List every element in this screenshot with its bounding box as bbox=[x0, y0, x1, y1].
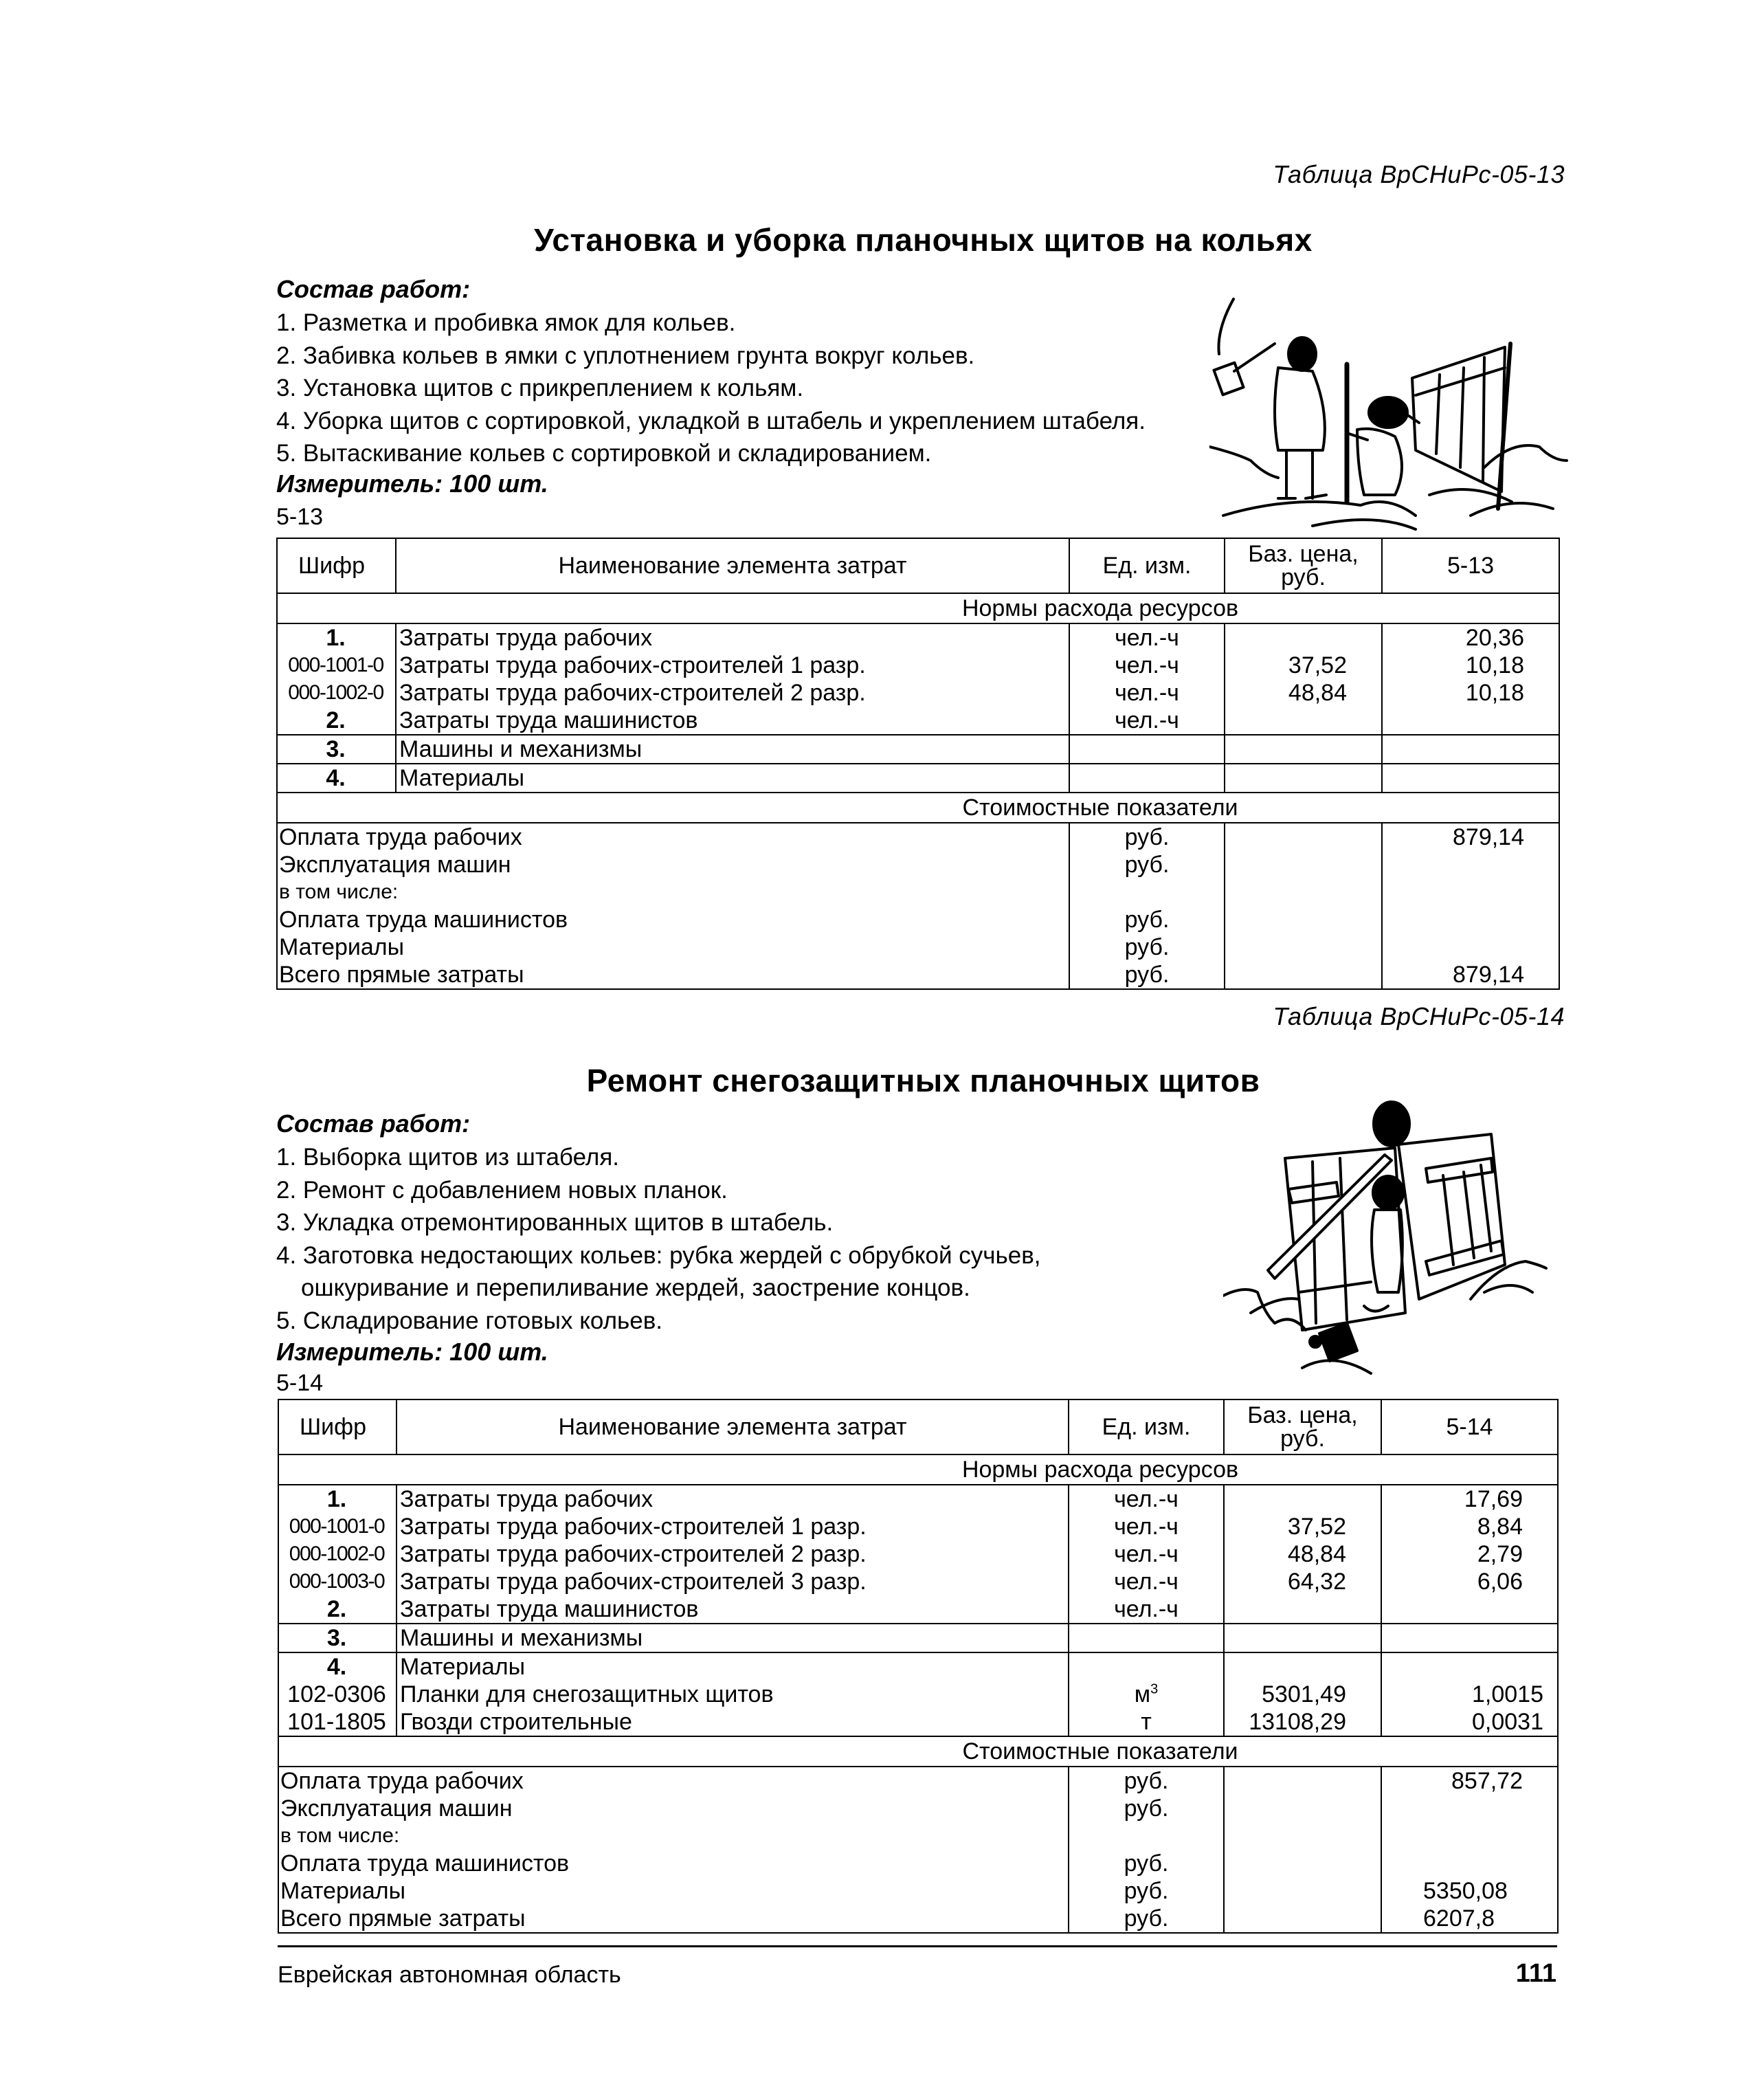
row-price: 5301,49 bbox=[1224, 1681, 1381, 1708]
row-unit: чел.-ч bbox=[1069, 1595, 1224, 1624]
work-item: 5. Складирование готовых кольев. bbox=[276, 1307, 663, 1334]
table-row bbox=[278, 1513, 1558, 1540]
row-name: Машины и механизмы bbox=[396, 735, 1069, 764]
row-name: Материалы bbox=[397, 1652, 1069, 1681]
machines-row bbox=[277, 735, 1559, 764]
measure-unit: Измеритель: 100 шт. bbox=[276, 469, 548, 498]
row-value bbox=[1381, 1595, 1558, 1624]
cost-row bbox=[277, 933, 1559, 961]
row-price bbox=[1224, 1485, 1381, 1513]
table-header-row bbox=[278, 1399, 1558, 1454]
resource-norms-table bbox=[278, 1399, 1559, 1934]
unit-text: м bbox=[1134, 1681, 1151, 1707]
cost-name: Материалы bbox=[277, 933, 1069, 961]
header-base-price: Баз. цена, руб. bbox=[1225, 538, 1382, 593]
cost-unit bbox=[1069, 1822, 1224, 1850]
unit-exponent: 3 bbox=[1150, 1681, 1159, 1697]
works-list bbox=[276, 307, 1146, 470]
cost-name: Эксплуатация машин bbox=[278, 1795, 1069, 1822]
materials-row bbox=[278, 1652, 1558, 1681]
cost-name: Материалы bbox=[278, 1877, 1069, 1905]
row-code: 000-1002-0 bbox=[278, 1540, 397, 1568]
row-name: Затраты труда рабочих-строителей 2 разр. bbox=[397, 1540, 1069, 1568]
row-name: Затраты труда машинистов bbox=[396, 707, 1069, 735]
header-name: Наименование элемента затрат bbox=[397, 1399, 1069, 1454]
row-unit bbox=[1069, 1681, 1224, 1708]
cost-value bbox=[1382, 906, 1559, 933]
materials-row bbox=[277, 764, 1559, 793]
table-header-row bbox=[277, 538, 1559, 593]
row-code: 3. bbox=[278, 1624, 397, 1652]
cost-row-total bbox=[277, 961, 1559, 989]
table-row bbox=[278, 1568, 1558, 1595]
table-row bbox=[277, 707, 1559, 735]
norms-heading-row bbox=[278, 1454, 1558, 1485]
cost-name: Оплата труда машинистов bbox=[277, 906, 1069, 933]
row-price bbox=[1225, 623, 1382, 652]
row-name: Материалы bbox=[396, 764, 1069, 793]
table-row bbox=[278, 1485, 1558, 1513]
cost-value: 879,14 bbox=[1382, 961, 1559, 989]
cost-row bbox=[277, 851, 1559, 878]
row-unit: чел.-ч bbox=[1069, 1540, 1224, 1568]
work-item: 3. Установка щитов с прикреплением к кольям. bbox=[276, 375, 804, 401]
row-value: 1,0015 bbox=[1381, 1681, 1558, 1708]
cost-name: Всего прямые затраты bbox=[278, 1905, 1069, 1933]
works-list bbox=[276, 1141, 1041, 1337]
table-row bbox=[277, 623, 1559, 652]
cost-unit bbox=[1069, 878, 1225, 906]
row-code: 102-0306 bbox=[278, 1681, 397, 1708]
cost-name: Оплата труда машинистов bbox=[278, 1850, 1069, 1877]
row-name: Гвозди строительные bbox=[397, 1708, 1069, 1736]
cost-unit: руб. bbox=[1069, 906, 1225, 933]
row-value: 6,06 bbox=[1381, 1568, 1558, 1595]
cost-value: 857,72 bbox=[1381, 1767, 1558, 1795]
composition-heading: Состав работ: bbox=[276, 275, 471, 303]
row-price: 37,52 bbox=[1225, 652, 1382, 679]
cost-row bbox=[278, 1850, 1558, 1877]
norms-heading: Нормы расхода ресурсов bbox=[961, 595, 1239, 621]
row-name: Затраты труда рабочих bbox=[397, 1485, 1069, 1513]
cost-heading: Стоимостные показатели bbox=[962, 1738, 1238, 1764]
cost-heading-row bbox=[277, 793, 1559, 823]
cost-name: Оплата труда рабочих bbox=[278, 1767, 1069, 1795]
unit-text: т bbox=[1141, 1709, 1152, 1735]
cost-value bbox=[1381, 1795, 1558, 1822]
row-code: 2. bbox=[278, 1595, 397, 1624]
row-price: 64,32 bbox=[1224, 1568, 1381, 1595]
row-unit: чел.-ч bbox=[1069, 1568, 1224, 1595]
workers-installing-fence-illustration bbox=[1209, 289, 1594, 536]
row-code: 2. bbox=[277, 707, 396, 735]
row-name: Затраты труда рабочих-строителей 1 разр. bbox=[397, 1513, 1069, 1540]
page-number: 111 bbox=[1515, 1959, 1556, 1988]
norms-heading-row bbox=[277, 593, 1559, 623]
work-item: 2. Ремонт с добавлением новых планок. bbox=[276, 1176, 728, 1204]
header-unit: Ед. изм. bbox=[1069, 538, 1225, 593]
row-price: 13108,29 bbox=[1224, 1708, 1381, 1736]
row-code: 000-1002-0 bbox=[277, 679, 396, 707]
row-code: 000-1001-0 bbox=[278, 1513, 397, 1540]
row-value: 8,84 bbox=[1381, 1513, 1558, 1540]
cost-row bbox=[278, 1767, 1558, 1795]
table-code: 5-13 bbox=[276, 504, 324, 530]
table-label: Таблица ВрСНиРс-05-14 bbox=[1273, 1002, 1565, 1030]
cost-value: 6207,8 bbox=[1381, 1905, 1558, 1933]
cost-value bbox=[1382, 878, 1559, 906]
header-norm-code: 5-13 bbox=[1382, 538, 1559, 593]
cost-name: Эксплуатация машин bbox=[277, 851, 1069, 878]
row-code: 4. bbox=[278, 1652, 397, 1681]
cost-unit: руб. bbox=[1069, 823, 1225, 851]
row-name: Затраты труда рабочих-строителей 3 разр. bbox=[397, 1568, 1069, 1595]
material-row bbox=[278, 1681, 1558, 1708]
row-value: 0,0031 bbox=[1381, 1708, 1558, 1736]
work-item: 5. Вытаскивание кольев с сортировкой и складированием. bbox=[276, 440, 932, 467]
cost-heading-row bbox=[278, 1736, 1558, 1767]
cost-row bbox=[277, 823, 1559, 851]
row-unit: чел.-ч bbox=[1069, 652, 1225, 679]
header-unit: Ед. изм. bbox=[1069, 1399, 1224, 1454]
cost-unit: руб. bbox=[1069, 933, 1225, 961]
cost-unit: руб. bbox=[1069, 1905, 1224, 1933]
cost-value bbox=[1382, 933, 1559, 961]
row-unit: чел.-ч bbox=[1069, 1485, 1224, 1513]
cost-unit: руб. bbox=[1069, 1877, 1224, 1905]
header-base-price: Баз. цена, руб. bbox=[1224, 1399, 1381, 1454]
row-name: Затраты труда рабочих-строителей 1 разр. bbox=[396, 652, 1069, 679]
table-code: 5-14 bbox=[276, 1370, 324, 1396]
row-code: 000-1003-0 bbox=[278, 1568, 397, 1595]
cost-heading: Стоимостные показатели bbox=[962, 795, 1238, 821]
row-unit: чел.-ч bbox=[1069, 707, 1225, 735]
row-value: 2,79 bbox=[1381, 1540, 1558, 1568]
cost-name: Всего прямые затраты bbox=[277, 961, 1069, 989]
work-item: 1. Разметка и пробивка ямок для кольев. bbox=[276, 309, 736, 336]
cost-unit: руб. bbox=[1069, 1795, 1224, 1822]
workers-repairing-fence-illustration bbox=[1223, 1086, 1594, 1388]
row-price: 48,84 bbox=[1224, 1540, 1381, 1568]
work-item: 4. Уборка щитов с сортировкой, укладкой в штабель и укреплением штабеля. bbox=[276, 407, 1146, 434]
cost-name: Оплата труда рабочих bbox=[277, 823, 1069, 851]
row-unit: чел.-ч bbox=[1069, 1513, 1224, 1540]
row-value: 20,36 bbox=[1382, 623, 1559, 652]
row-code: 101-1805 bbox=[278, 1708, 397, 1736]
row-name: Затраты труда рабочих bbox=[396, 623, 1069, 652]
cost-value bbox=[1381, 1850, 1558, 1877]
cost-name: в том числе: bbox=[277, 878, 1069, 906]
work-item: 2. Забивка кольев в ямки с уплотнением грунта вокруг кольев. bbox=[276, 342, 975, 369]
cost-row bbox=[278, 1822, 1558, 1850]
row-code: 1. bbox=[278, 1485, 397, 1513]
table-row bbox=[277, 679, 1559, 707]
row-value: 10,18 bbox=[1382, 679, 1559, 707]
machines-row bbox=[278, 1624, 1558, 1652]
cost-unit: руб. bbox=[1069, 1850, 1224, 1877]
table-row bbox=[277, 652, 1559, 679]
work-item: 1. Выборка щитов из штабеля. bbox=[276, 1144, 619, 1171]
section-title: Установка и уборка планочных щитов на кольях bbox=[534, 222, 1313, 258]
norms-heading: Нормы расхода ресурсов bbox=[961, 1457, 1239, 1483]
cost-unit: руб. bbox=[1069, 851, 1225, 878]
row-name: Затраты труда машинистов bbox=[397, 1595, 1069, 1624]
header-code: Шифр bbox=[278, 1399, 397, 1454]
cost-row bbox=[277, 906, 1559, 933]
footer-divider bbox=[278, 1945, 1557, 1947]
work-item: 4. Заготовка недостающих кольев: рубка жердей с обрубкой сучьев, bbox=[276, 1241, 1041, 1269]
row-name: Планки для снегозащитных щитов bbox=[397, 1681, 1069, 1708]
row-price bbox=[1224, 1595, 1381, 1624]
row-code: 000-1001-0 bbox=[277, 652, 396, 679]
row-value: 17,69 bbox=[1381, 1485, 1558, 1513]
footer-region: Еврейская автономная область bbox=[278, 1962, 621, 1988]
measure-unit: Измеритель: 100 шт. bbox=[276, 1338, 548, 1366]
work-item: 3. Укладка отремонтированных щитов в штабель. bbox=[276, 1209, 834, 1236]
header-name: Наименование элемента затрат bbox=[396, 538, 1069, 593]
resource-norms-table bbox=[276, 538, 1560, 990]
row-unit: чел.-ч bbox=[1069, 623, 1225, 652]
row-value bbox=[1382, 707, 1559, 735]
material-row bbox=[278, 1708, 1558, 1736]
section-title: Ремонт снегозащитных планочных щитов bbox=[586, 1063, 1260, 1098]
cost-row-total bbox=[278, 1905, 1558, 1933]
row-name: Машины и механизмы bbox=[397, 1624, 1069, 1652]
cost-row bbox=[278, 1795, 1558, 1822]
table-label: Таблица ВрСНиРс-05-13 bbox=[1273, 160, 1565, 188]
row-value: 10,18 bbox=[1382, 652, 1559, 679]
row-code: 3. bbox=[277, 735, 396, 764]
composition-heading: Состав работ: bbox=[276, 1109, 471, 1138]
cost-row bbox=[278, 1877, 1558, 1905]
header-norm-code: 5-14 bbox=[1381, 1399, 1558, 1454]
row-price bbox=[1225, 707, 1382, 735]
cost-value bbox=[1381, 1822, 1558, 1850]
row-name: Затраты труда рабочих-строителей 2 разр. bbox=[396, 679, 1069, 707]
work-item-continuation: ошкуривание и перепиливание жердей, заострение концов. bbox=[301, 1274, 970, 1301]
row-code: 4. bbox=[277, 764, 396, 793]
cost-name: в том числе: bbox=[278, 1822, 1069, 1850]
row-price: 37,52 bbox=[1224, 1513, 1381, 1540]
cost-value bbox=[1382, 851, 1559, 878]
row-unit: чел.-ч bbox=[1069, 679, 1225, 707]
cost-value: 5350,08 bbox=[1381, 1877, 1558, 1905]
cost-unit: руб. bbox=[1069, 961, 1225, 989]
table-row bbox=[278, 1595, 1558, 1624]
cost-value: 879,14 bbox=[1382, 823, 1559, 851]
row-price: 48,84 bbox=[1225, 679, 1382, 707]
row-code: 1. bbox=[277, 623, 396, 652]
cost-unit: руб. bbox=[1069, 1767, 1224, 1795]
header-code: Шифр bbox=[277, 538, 396, 593]
cost-row bbox=[277, 878, 1559, 906]
table-row bbox=[278, 1540, 1558, 1568]
row-unit bbox=[1069, 1708, 1224, 1736]
